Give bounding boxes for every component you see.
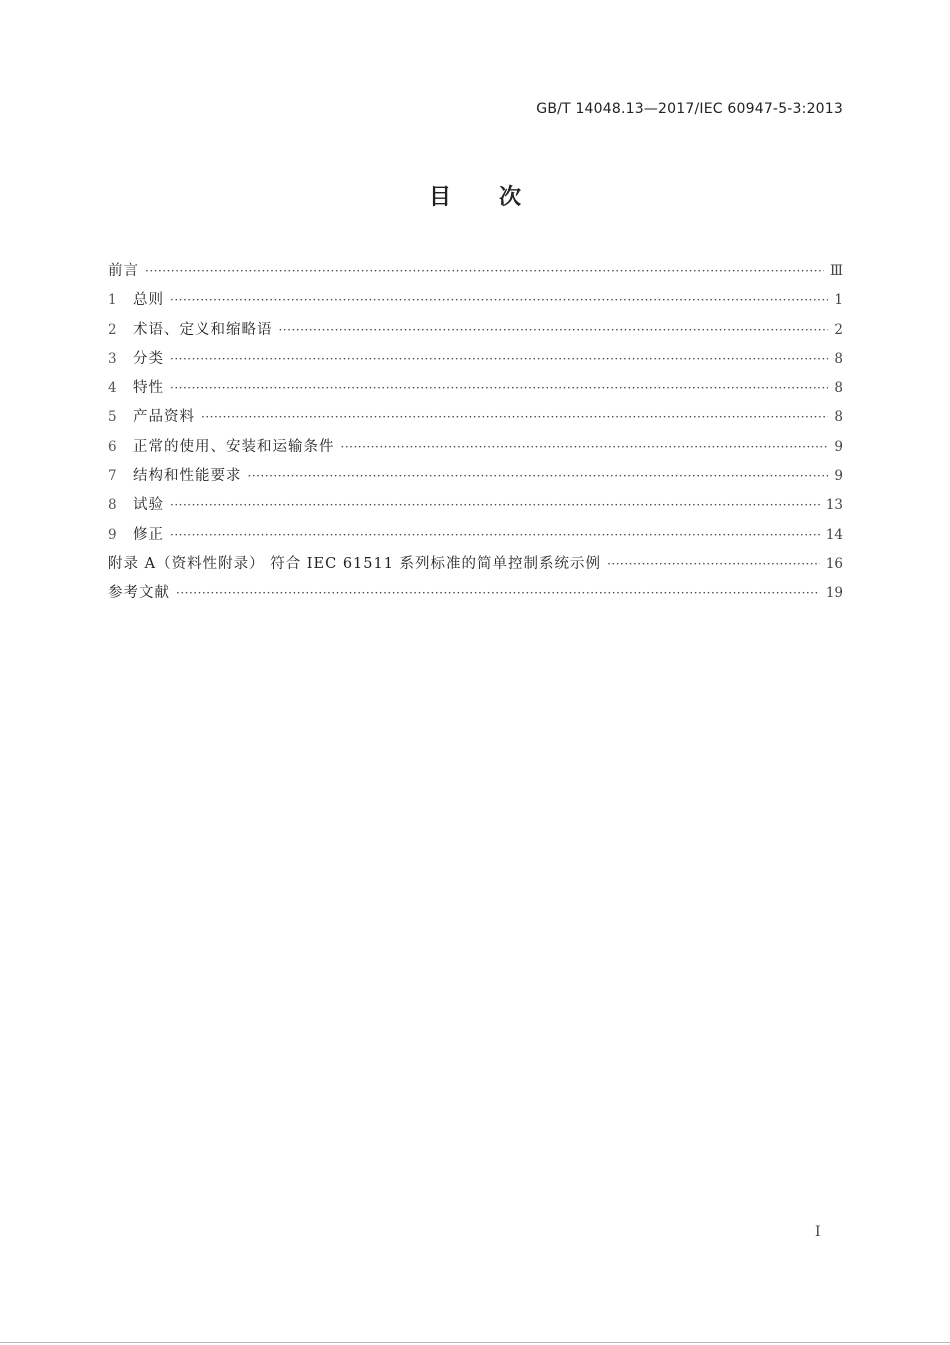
toc-leader-dots [248, 469, 829, 483]
toc-entry-page: 2 [834, 321, 843, 338]
toc-entry-label: 术语、定义和缩略语 [133, 321, 273, 338]
toc-entry-number: 6 [108, 438, 117, 455]
title-char-1: 目 [428, 184, 451, 210]
toc-leader-dots [170, 352, 828, 366]
toc-entry-number: 8 [108, 497, 117, 514]
title-char-2: 次 [499, 184, 522, 210]
toc-entry-page: 13 [825, 497, 843, 514]
toc-entry-label: 修正 [133, 526, 164, 543]
toc-entry-bibliography[interactable] [108, 581, 843, 610]
toc-leader-dots [607, 557, 820, 571]
toc-leader-dots [170, 498, 820, 512]
toc-entry-label: 总则 [133, 292, 164, 309]
toc-leader-dots [341, 440, 829, 454]
toc-leader-dots [279, 323, 829, 337]
toc-entry-number: 4 [108, 380, 117, 397]
toc-entry-9[interactable] [108, 523, 843, 552]
toc-entry-label: 试验 [133, 497, 164, 514]
toc-entry-page: 9 [834, 438, 843, 455]
toc-leader-dots [201, 410, 828, 424]
toc-entry-page: 8 [834, 409, 843, 426]
toc-entry-annex-a[interactable] [108, 552, 843, 581]
table-of-contents [108, 259, 843, 611]
toc-entry-page: 14 [825, 526, 843, 543]
page-title [0, 180, 950, 211]
standard-code: GB/T 14048.13—2017/IEC 60947-5-3:2013 [536, 101, 843, 117]
toc-leader-dots [176, 586, 820, 600]
toc-entry-5[interactable] [108, 405, 843, 434]
toc-entry-2[interactable] [108, 318, 843, 347]
toc-entry-label: 特性 [133, 380, 164, 397]
toc-entry-page: 8 [834, 350, 843, 367]
toc-leader-dots [170, 381, 828, 395]
toc-entry-page: 8 [834, 380, 843, 397]
toc-entry-number: 1 [108, 292, 117, 309]
toc-entry-number: 9 [108, 526, 117, 543]
toc-entry-page: 16 [825, 555, 843, 572]
toc-entry-label: 结构和性能要求 [133, 468, 242, 485]
toc-entry-label: 前言 [108, 263, 139, 279]
toc-entry-1[interactable] [108, 288, 843, 317]
toc-entry-3[interactable] [108, 347, 843, 376]
toc-entry-label: 附录 A（资料性附录） 符合 IEC 61511 系列标准的简单控制系统示例 [108, 555, 602, 572]
toc-entry-number: 7 [108, 468, 117, 485]
toc-leader-dots [170, 293, 828, 307]
toc-entry-page: 9 [834, 468, 843, 485]
toc-entry-label: 正常的使用、安装和运输条件 [133, 438, 335, 455]
toc-leader-dots [170, 528, 820, 542]
toc-entry-6[interactable] [108, 435, 843, 464]
page-bottom-divider [0, 1342, 950, 1343]
toc-leader-dots [145, 264, 824, 278]
toc-entry-number: 3 [108, 350, 117, 367]
toc-entry-8[interactable] [108, 493, 843, 522]
toc-entry-page: Ⅲ [829, 263, 843, 279]
toc-entry-7[interactable] [108, 464, 843, 493]
toc-entry-number: 2 [108, 321, 117, 338]
page-number: I [815, 1224, 821, 1240]
toc-entry-label: 分类 [133, 350, 164, 367]
toc-entry-label: 产品资料 [133, 409, 195, 426]
toc-entry-page: 19 [825, 585, 843, 602]
toc-entry-page: 1 [834, 292, 843, 309]
toc-entry-label: 参考文献 [108, 585, 170, 602]
toc-entry-4[interactable] [108, 376, 843, 405]
toc-entry-number: 5 [108, 409, 117, 426]
toc-entry-preface[interactable] [108, 259, 843, 288]
